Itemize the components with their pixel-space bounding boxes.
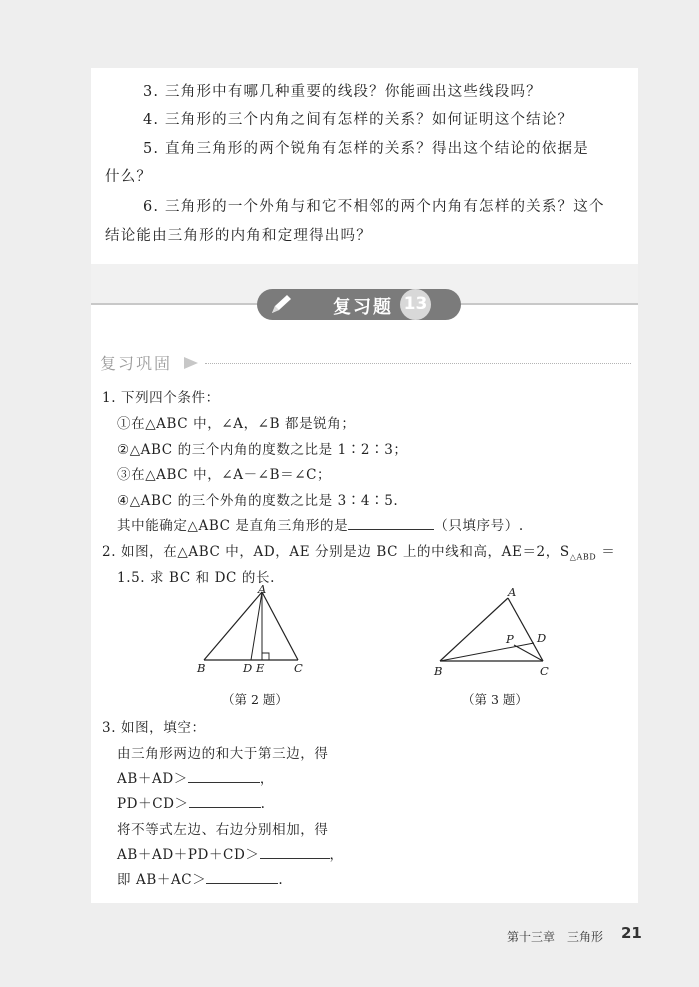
label-e: E xyxy=(256,661,265,675)
exercise-1-condition-1: ①在△ABC 中，∠A，∠B 都是锐角； xyxy=(117,416,356,432)
exercise-3-stem: 3. 如图，填空： xyxy=(102,720,206,736)
label-a: A xyxy=(508,585,517,599)
page-number: 21 xyxy=(621,924,642,942)
exercise-3-line-1: 由三角形两边的和大于第三边，得 xyxy=(117,746,329,762)
chapter-footer: 第十三章 三角形 xyxy=(507,930,604,944)
exercise-3-line-2: AB＋AD＞ ， xyxy=(117,771,274,787)
question-3: 3. 三角形中有哪几种重要的线段？你能画出这些线段吗？ xyxy=(143,84,542,100)
question-4: 4. 三角形的三个内角之间有怎样的关系？如何证明这个结论？ xyxy=(143,112,574,128)
figure-2-caption: （第 2 题） xyxy=(222,692,288,707)
answer-blank[interactable] xyxy=(189,795,261,808)
figure-3-caption: （第 3 题） xyxy=(462,692,528,707)
label-d: D xyxy=(537,631,547,645)
triangle-arrow-icon xyxy=(183,356,199,370)
review-number-badge: 13 xyxy=(400,289,431,320)
review-title: 复习题 xyxy=(333,297,393,318)
pencil-icon xyxy=(268,293,294,317)
question-6-line-2: 结论能由三角形的内角和定理得出吗？ xyxy=(105,228,372,244)
question-5-line-1: 5. 直角三角形的两个锐角有怎样的关系？得出这个结论的依据是 xyxy=(143,141,589,157)
label-c: C xyxy=(294,661,303,675)
edge-ac xyxy=(262,592,298,660)
edge-ab xyxy=(204,592,262,660)
label-d: D xyxy=(243,661,253,675)
label-a: A xyxy=(258,584,267,596)
label-b: B xyxy=(434,664,443,678)
label-b: B xyxy=(197,661,206,675)
exercise-3-line-3: PD＋CD＞ . xyxy=(117,796,266,812)
exercise-2-line-1: 2. 如图，在△ABC 中，AD，AE 分别是边 BC 上的中线和高，AE＝2，$S_{\triangle ABD}$ ＝ xyxy=(102,544,616,562)
section-title: 复习巩固 xyxy=(100,354,173,373)
section-dotted-rule xyxy=(205,363,631,364)
segment-bd xyxy=(440,643,534,661)
answer-blank[interactable] xyxy=(348,517,434,530)
figure-2-triangle xyxy=(190,584,320,680)
exercise-1-stem: 1. 下列四个条件： xyxy=(102,390,220,406)
label-c: C xyxy=(540,664,549,678)
question-5-line-2: 什么？ xyxy=(105,169,153,185)
figure-3-triangle xyxy=(430,584,560,680)
exercise-1-condition-4: ④△ABC 的三个外角的度数之比是 3∶4∶5. xyxy=(117,493,399,509)
answer-blank[interactable] xyxy=(188,770,260,783)
exercise-3-line-4: 将不等式左边、右边分别相加，得 xyxy=(117,822,329,838)
answer-blank[interactable] xyxy=(260,846,330,859)
exercise-3-line-5: AB＋AD＋PD＋CD＞ ， xyxy=(117,847,344,863)
answer-blank[interactable] xyxy=(206,871,278,884)
exercise-2-line-2: 1.5. 求 BC 和 DC 的长. xyxy=(117,570,275,586)
right-angle-mark xyxy=(262,653,269,660)
exercise-1-condition-3: ③在△ABC 中，∠A－∠B＝∠C； xyxy=(117,467,332,483)
exercise-3-line-6: 即 AB＋AC＞ . xyxy=(117,872,284,888)
question-6-line-1: 6. 三角形的一个外角与和它不相邻的两个内角有怎样的关系？这个 xyxy=(143,199,605,215)
edge-ab xyxy=(440,598,508,661)
exercise-1-condition-2: ②△ABC 的三个内角的度数之比是 1∶2∶3； xyxy=(117,442,408,458)
exercise-1-question: 其中能确定△ABC 是直角三角形的是 （只填序号）. xyxy=(117,518,524,534)
label-p: P xyxy=(506,632,514,646)
